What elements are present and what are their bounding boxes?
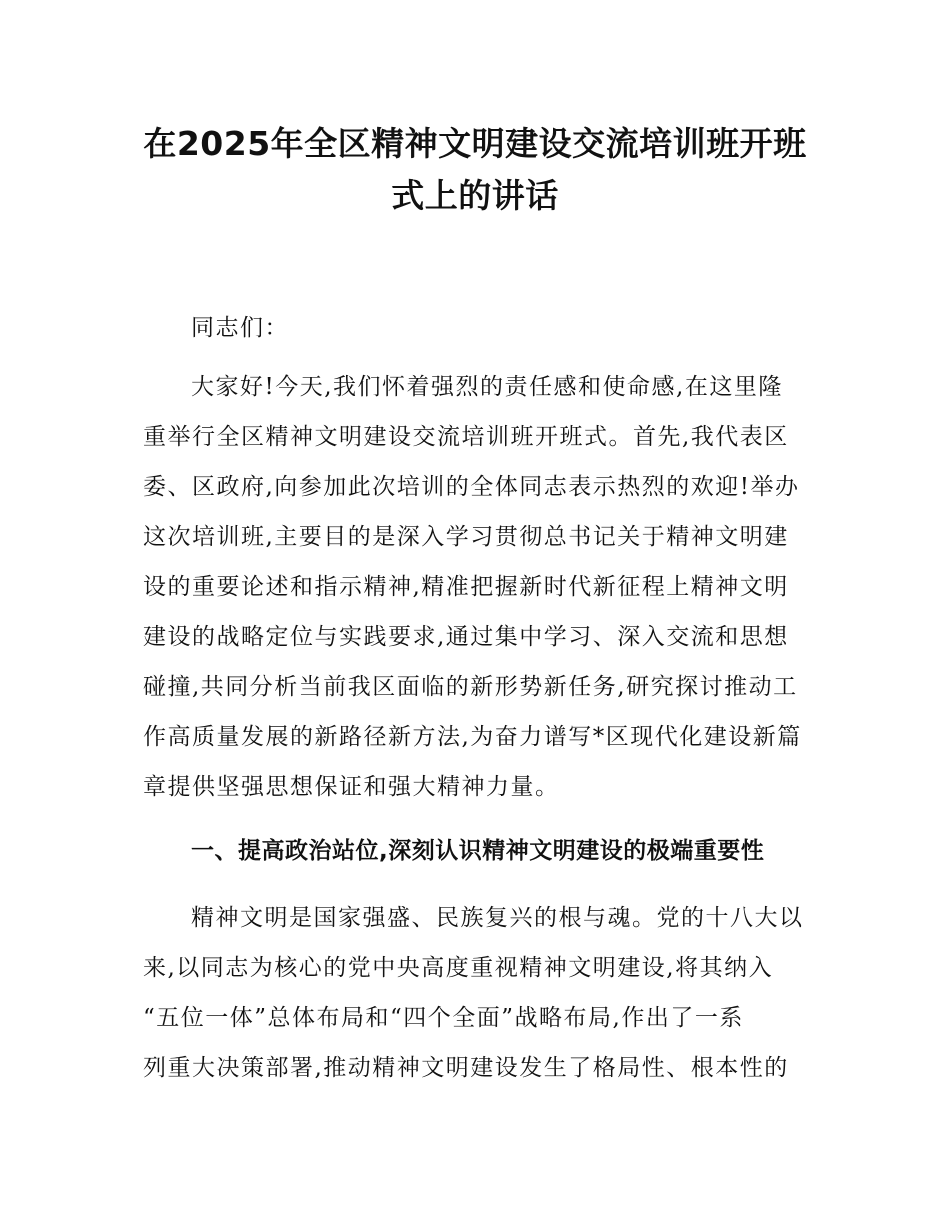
paragraph-line: 重举行全区精神文明建设交流培训班开班式。首先,我代表区 [143, 424, 789, 450]
paragraph-line: 章提供坚强思想保证和强大精神力量。 [143, 774, 560, 800]
paragraph-line: 大家好!今天,我们怀着强烈的责任感和使命感,在这里隆 [191, 374, 783, 400]
paragraph-line: “五位一体”总体布局和“四个全面”战略布局,作出了一系 [143, 1005, 744, 1031]
paragraph-line: 作高质量发展的新路径新方法,为奋力谱写*区现代化建设新篇 [143, 724, 802, 750]
paragraph-line: 委、区政府,向参加此次培训的全体同志表示热烈的欢迎!举办 [143, 474, 800, 500]
paragraph-line: 这次培训班,主要目的是深入学习贯彻总书记关于精神文明建 [143, 524, 789, 550]
document-title [130, 118, 820, 222]
paragraph-line: 碰撞,共同分析当前我区面临的新形势新任务,研究探讨推动工 [143, 674, 798, 700]
title-line: 在2025年全区精神文明建设交流培训班开班 [143, 124, 807, 163]
paragraph-opening [143, 362, 809, 812]
paragraph-line: 设的重要论述和指示精神,精准把握新时代新征程上精神文明 [143, 574, 789, 600]
paragraph-line: 来,以同志为核心的党中央高度重视精神文明建设,将其纳入 [143, 955, 774, 981]
paragraph-line: 精神文明是国家强盛、民族复兴的根与魂。党的十八大以 [191, 905, 804, 931]
paragraph-section-1 [143, 893, 809, 1093]
title-line: 式上的讲话 [391, 176, 559, 215]
salutation-text: 同志们： [191, 315, 289, 341]
salutation [143, 303, 809, 353]
section-heading-1: 一、提高政治站位,深刻认识精神文明建设的极端重要性 [191, 838, 765, 864]
paragraph-line: 建设的战略定位与实践要求,通过集中学习、深入交流和思想 [143, 624, 789, 650]
paragraph-line: 列重大决策部署,推动精神文明建设发生了格局性、根本性的 [143, 1055, 789, 1081]
